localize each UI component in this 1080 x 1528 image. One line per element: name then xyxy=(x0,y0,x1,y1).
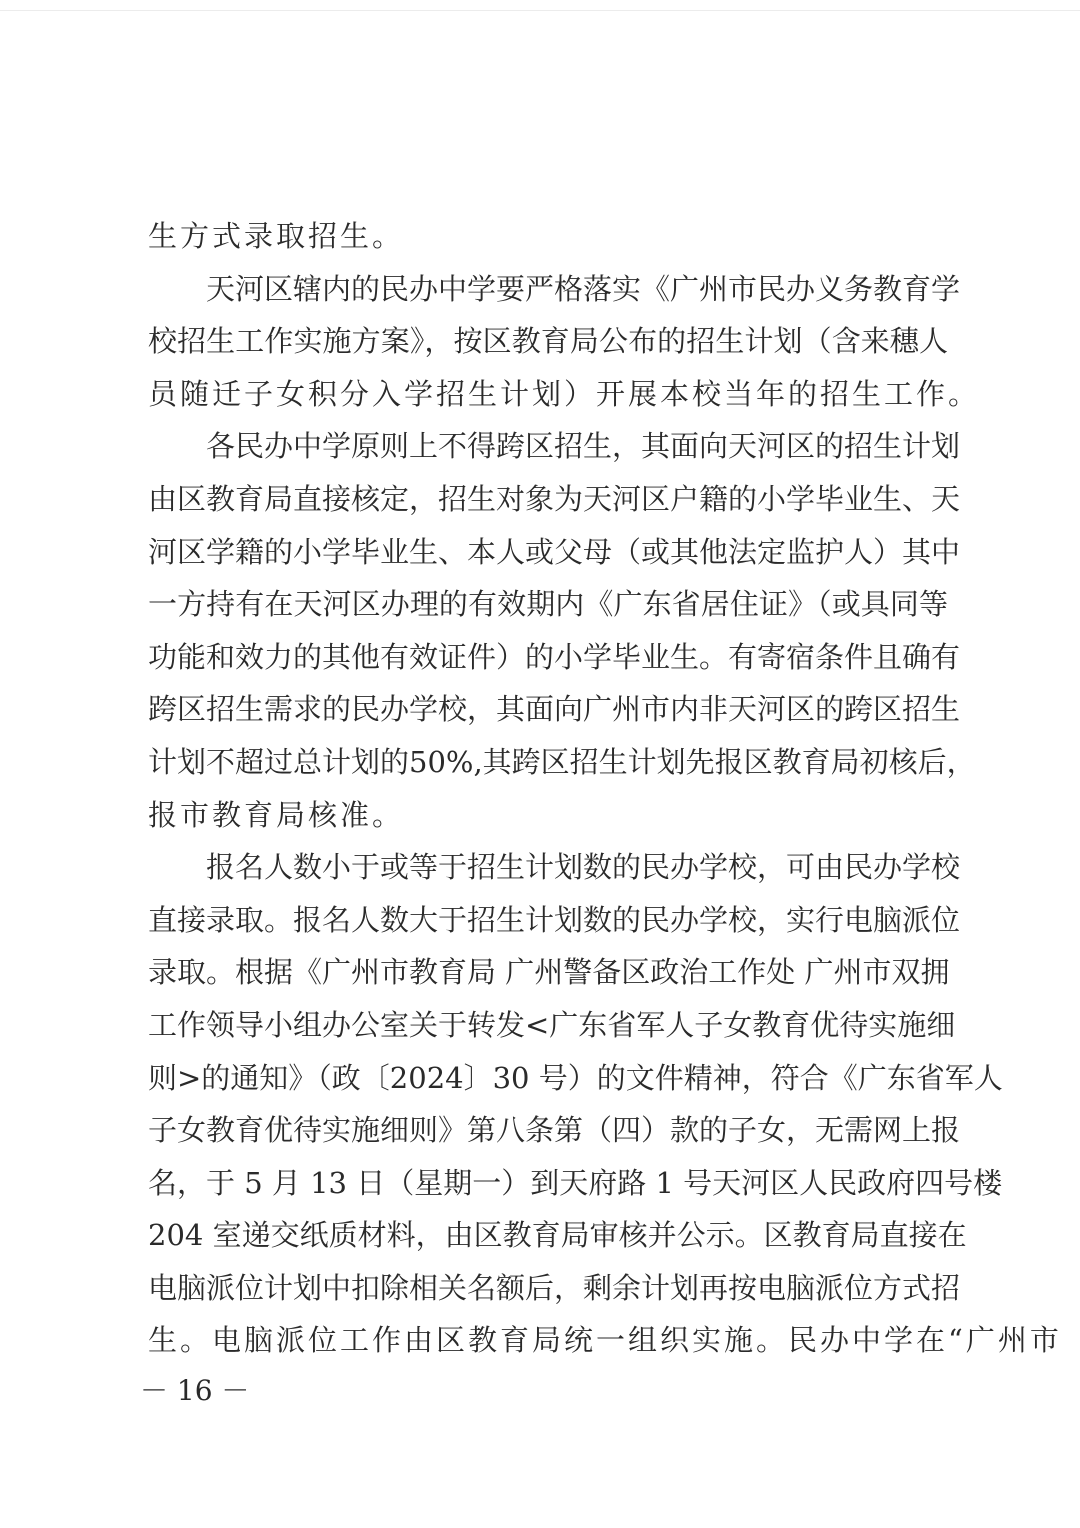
text-line: 则>的通知》（政〔2024〕30 号）的文件精神，符合《广东省军人 xyxy=(148,1060,1003,1095)
text-line: 生。电脑派位工作由区教育局统一组织实施。民办中学在“广州市 xyxy=(148,1323,1062,1358)
text-line: 河区学籍的小学毕业生、本人或父母（或其他法定监护人）其中 xyxy=(148,534,961,569)
text-line: 由区教育局直接核定，招生对象为天河区户籍的小学毕业生、天 xyxy=(148,481,961,516)
text-line: 报市教育局核准。 xyxy=(148,797,405,832)
text-line: 校招生工作实施方案》，按区教育局公布的招生计划（含来穗人 xyxy=(148,324,948,359)
text-line: 员随迁子女积分入学招生计划）开展本校当年的招生工作。 xyxy=(148,376,981,411)
text-line: 跨区招生需求的民办学校，其面向广州市内非天河区的跨区招生 xyxy=(148,692,961,727)
text-line: 计划不超过总计划的50%,其跨区招生计划先报区教育局初核后， xyxy=(148,744,976,779)
text-line: 录取。根据《广州市教育局 广州警备区政治工作处 广州市双拥 xyxy=(148,955,950,990)
text-line: 电脑派位计划中扣除相关名额后，剩余计划再按电脑派位方式招 xyxy=(148,1270,961,1305)
top-edge-line xyxy=(0,10,1080,11)
text-line: 功能和效力的其他有效证件）的小学毕业生。有寄宿条件且确有 xyxy=(148,639,961,674)
body-text xyxy=(148,210,1062,1367)
text-line: 天河区辖内的民办中学要严格落实《广州市民办义务教育学 xyxy=(206,271,961,306)
text-line: 直接录取。报名人数大于招生计划数的民办学校，实行电脑派位 xyxy=(148,902,961,937)
text-line: 名，于 5 月 13 日（星期一）到天府路 1 号天河区人民政府四号楼 xyxy=(148,1165,1003,1200)
text-line: 工作领导小组办公室关于转发<广东省军人子女教育优待实施细 xyxy=(148,1007,956,1042)
text-line: 生方式录取招生。 xyxy=(148,219,405,253)
page-number: － 16 － xyxy=(140,1374,250,1407)
text-line: 报名人数小于或等于招生计划数的民办学校，可由民办学校 xyxy=(206,850,961,885)
text-line: 204 室递交纸质材料，由区教育局审核并公示。区教育局直接在 xyxy=(148,1218,967,1253)
text-line: 一方持有在天河区办理的有效期内《广东省居住证》（或具同等 xyxy=(148,587,948,622)
text-line: 子女教育优待实施细则》第八条第（四）款的子女，无需网上报 xyxy=(148,1113,961,1148)
text-line: 各民办中学原则上不得跨区招生，其面向天河区的招生计划 xyxy=(206,429,961,464)
